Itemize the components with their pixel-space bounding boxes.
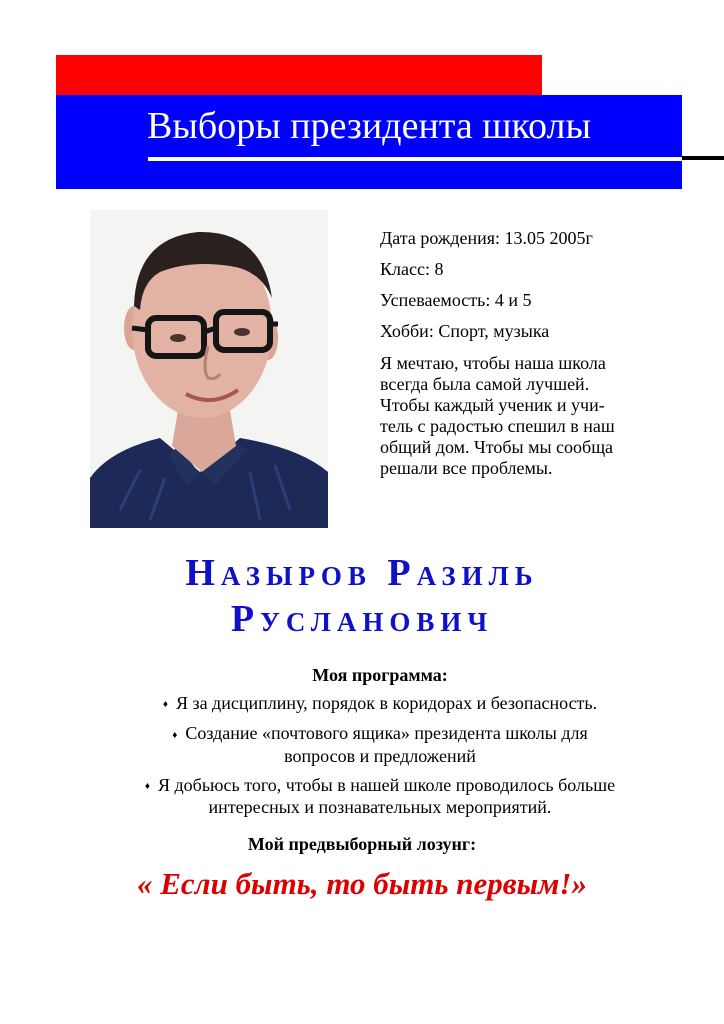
candidate-info bbox=[380, 228, 710, 479]
name-line-1: Назыров Разиль bbox=[185, 552, 539, 594]
academic-performance: Успеваемость: 4 и 5 bbox=[380, 290, 532, 310]
header-banner bbox=[0, 0, 724, 200]
candidate-photo bbox=[90, 210, 328, 528]
red-stripe bbox=[56, 55, 542, 95]
campaign-slogan: « Если быть, то быть первым!» bbox=[137, 866, 587, 901]
title-underline bbox=[148, 157, 682, 161]
program-heading: Моя программа: bbox=[312, 665, 448, 685]
program-item-text: Я добьюсь того, чтобы в нашей школе проводилось больше интересных и познавательных мероприятий. bbox=[158, 774, 616, 818]
grade: Класс: 8 bbox=[380, 259, 444, 279]
program-item-text: Создание «почтового ящика» президента школы для вопросов и предложений bbox=[185, 723, 588, 766]
title-underline-accent bbox=[682, 156, 724, 160]
page-title: Выборы президента школы bbox=[146, 105, 591, 147]
program-section bbox=[80, 665, 680, 826]
program-item bbox=[80, 723, 680, 766]
program-item bbox=[80, 775, 680, 818]
program-item-text: Я за дисциплину, порядок в коридорах и безопасность. bbox=[175, 693, 598, 713]
name-line-2: Русланович bbox=[230, 598, 494, 640]
slogan-heading: Мой предвыборный лозунг: bbox=[247, 834, 477, 854]
diamond-bullet-icon: ♦ bbox=[172, 729, 178, 741]
diamond-bullet-icon: ♦ bbox=[144, 781, 151, 793]
dream-statement: Я мечтаю, чтобы наша школа всегда была самой лучшей. Чтобы каждый ученик и учи- тель с радостью спешил в наш общий дом. Чтобы мы сообща решали все проблемы. bbox=[380, 353, 615, 478]
hobby: Хобби: Спорт, музыка bbox=[380, 321, 550, 341]
candidate-name bbox=[0, 550, 724, 642]
diamond-bullet-icon: ♦ bbox=[162, 699, 168, 711]
program-item bbox=[80, 693, 680, 715]
birth-date: Дата рождения: 13.05 2005г bbox=[380, 228, 593, 248]
